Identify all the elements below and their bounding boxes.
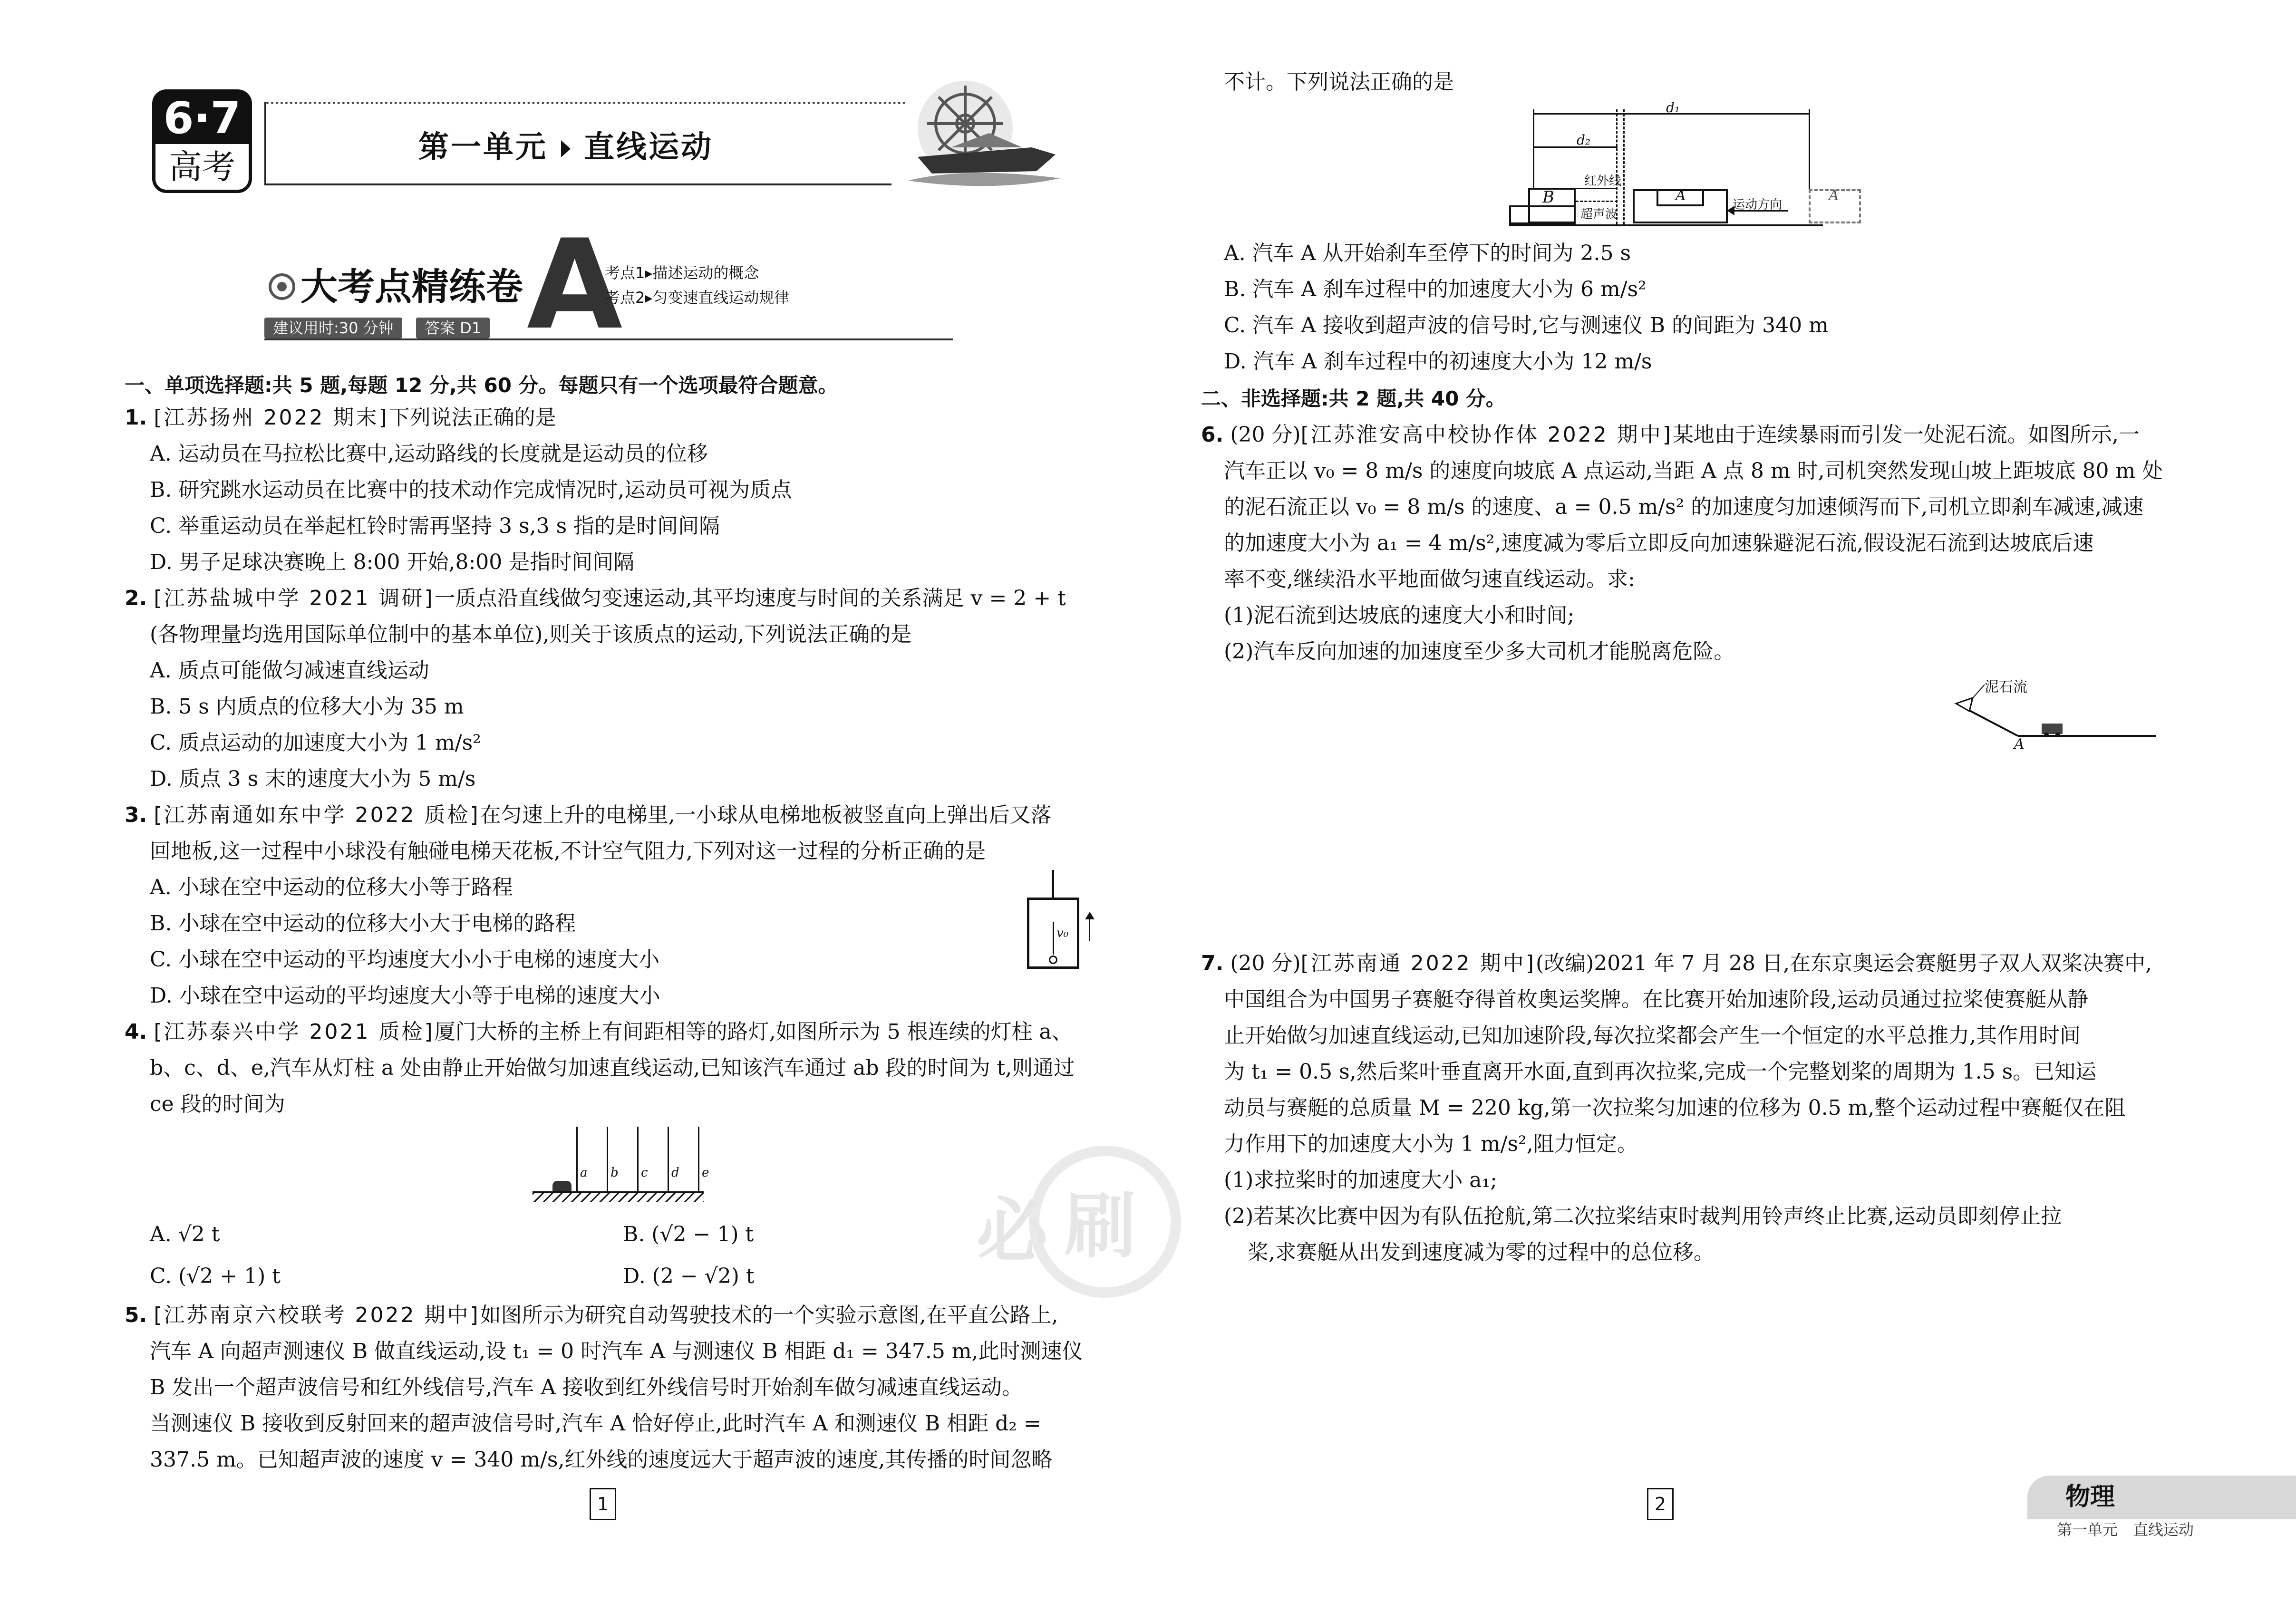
page-number: 1 [590, 1488, 616, 1520]
ultrasonic-figure [1509, 100, 1861, 233]
question-stem-cont: ce 段的时间为 [150, 1092, 285, 1116]
question-stem-cont: 动员与赛艇的总质量 M = 220 kg,第一次拉桨匀加速的位移为 0.5 m,整个运动过程中赛艇仅在阻 [1224, 1096, 2126, 1120]
answer-badge: 答案 D1 [416, 318, 490, 338]
option-a: A. 质点可能做匀减速直线运动 [150, 658, 429, 683]
question-stem-cont: 率不变,继续沿水平地面做匀速直线运动。求: [1224, 567, 1635, 591]
header-solid-rule [266, 183, 891, 185]
question-1 [125, 403, 556, 433]
option-d: D. (2 − √2) t [623, 1264, 755, 1288]
option-a: A. 汽车 A 从开始刹车至停下的时间为 2.5 s [1224, 241, 1631, 265]
watermark-logo [977, 1146, 1186, 1307]
distance-d2-label: d₂ [1577, 132, 1591, 148]
pole-label: b [610, 1166, 619, 1180]
question-stem-cont: 汽车 A 向超声测速仪 B 做直线运动,设 t₁ = 0 时汽车 A 与测速仪 B 相距 d₁ = 347.5 m,此时测速仪 [150, 1339, 1083, 1363]
unit-label: 第一单元 [418, 130, 548, 165]
pole-label: c [641, 1166, 648, 1180]
option-d: D. 小球在空中运动的平均速度大小等于电梯的速度大小 [150, 984, 660, 1008]
logo-text: 高考 [169, 147, 235, 186]
car-a-initial-label: A [1829, 187, 1839, 204]
right-page [977, 0, 2296, 1622]
sub-question-2: (2)汽车反向加速的加速度至少多大司机才能脱离危险。 [1224, 639, 1735, 664]
question-stem-cont: (各物理量均选用国际单位制中的基本单位),则关于该质点的运动,下列说法正确的是 [150, 622, 912, 647]
question-stem-cont: B 发出一个超声波信号和红外线信号,汽车 A 接收到红外线信号时开始刹车做匀减速直线运动。 [150, 1375, 1023, 1400]
question-number: 1. [125, 406, 147, 430]
question-stem: 在匀速上升的电梯里,一小球从电梯地板被竖直向上弹出后又落 [480, 803, 1052, 827]
option-a: A. 小球在空中运动的位移大小等于路程 [150, 875, 513, 899]
sub-question-1: (1)泥石流到达坡底的速度大小和时间; [1224, 603, 1575, 628]
question-number: 5. [125, 1303, 147, 1327]
option-a: A. 运动员在马拉松比赛中,运动路线的长度就是运动员的位移 [150, 442, 708, 466]
question-source: [江苏盐城中学 2021 调研] [154, 586, 435, 610]
car-icon [552, 1181, 572, 1191]
left-arrow-icon [1727, 206, 1734, 215]
question-source: [江苏南京六校联考 2022 期中] [154, 1303, 480, 1327]
question-5 [125, 1301, 1058, 1330]
question-source: [江苏南通 2022 期中] [1300, 951, 1536, 975]
speedboat-illustration [899, 76, 1070, 200]
question-source: [江苏扬州 2022 期末] [154, 406, 389, 430]
ultrasonic-label: 超声波 [1580, 207, 1618, 222]
logo-number: 6·7 [155, 93, 249, 144]
question-number: 4. [125, 1020, 147, 1044]
question-stem: (改编)2021 年 7 月 28 日,在东京奥运会赛艇男子双人双桨决赛中, [1535, 951, 2152, 975]
question-stem-cont: 中国组合为中国男子赛艇夺得首枚奥运奖牌。在比赛开始加速阶段,运动员通过拉桨使赛艇从静 [1224, 987, 2088, 1012]
question-3 [125, 801, 1052, 830]
header-vertical-rule [264, 102, 266, 185]
unit-heading [418, 123, 713, 166]
option-a: A. √2 t [150, 1222, 220, 1246]
question-stem: 一质点沿直线做匀变速运动,其平均速度与时间的关系满足 v = 2 + t [434, 586, 1066, 610]
footer-unit: 第一单元 直线运动 [2057, 1521, 2194, 1539]
question-stem-cont: 的加速度大小为 a₁ = 4 m/s²,速度减为零后立即反向加速躲避泥石流,假设泥石流到达坡底后速 [1224, 531, 2094, 555]
header-dotted-rule [266, 102, 906, 104]
lamp-posts-figure [533, 1127, 709, 1207]
option-b: B. 5 s 内质点的位移大小为 35 m [150, 695, 464, 719]
device-b-label: B [1542, 188, 1554, 207]
question-7 [1201, 949, 2152, 978]
watermark-char: 必 [977, 1190, 1048, 1273]
option-c: C. 汽车 A 接收到超声波的信号时,它与测速仪 B 的间距为 340 m [1224, 313, 1829, 338]
question-score: (20 分) [1230, 951, 1301, 975]
subject-tab [2027, 1476, 2296, 1519]
up-arrow-icon [1085, 912, 1095, 919]
paper-title-rule [264, 338, 953, 340]
question-stem-cont: 的泥石流正以 v₀ = 8 m/s 的速度、a = 0.5 m/s² 的加速度匀加速倾泻而下,司机立即刹车减速,减速 [1224, 495, 2144, 519]
sub-question-2-cont: 桨,求赛艇从出发到速度减为零的过程中的总位移。 [1248, 1240, 1715, 1265]
subject-label: 物理 [2065, 1483, 2115, 1511]
elevator-figure [1022, 870, 1098, 975]
option-d: D. 汽车 A 刹车过程中的初速度大小为 12 m/s [1224, 349, 1652, 374]
time-badge: 建议用时:30 分钟 [264, 318, 402, 338]
mudslide-label: 泥石流 [1985, 679, 2027, 695]
question-number: 2. [125, 586, 147, 610]
question-stem: 某地由于连续暴雨而引发一处泥石流。如图所示,一 [1672, 423, 2140, 447]
question-4 [125, 1017, 1073, 1047]
question-stem-cont: 当测速仪 B 接收到反射回来的超声波信号时,汽车 A 恰好停止,此时汽车 A 和测速仪 B 相距 d₂ = [150, 1411, 1041, 1436]
option-c: C. (√2 + 1) t [150, 1264, 281, 1288]
pole-label: d [671, 1166, 679, 1180]
option-b: B. 研究跳水运动员在比赛中的技术动作完成情况时,运动员可视为质点 [150, 478, 792, 502]
sub-question-2: (2)若某次比赛中因为有队伍抢航,第二次拉桨结束时裁判用铃声终止比赛,运动员即刻停止拉 [1224, 1204, 2062, 1228]
distance-d1-label: d₁ [1666, 100, 1680, 116]
paper-letter: A [527, 213, 623, 357]
knowledge-point-1: 考点1▸描述运动的概念 [605, 264, 759, 282]
question-stem-cont: 337.5 m。已知超声波的速度 v = 340 m/s,红外线的速度远大于超声波的速度,其传播的时间忽略 [150, 1448, 1053, 1472]
brand-logo [152, 89, 252, 193]
velocity-label: v₀ [1056, 926, 1069, 940]
option-c: C. 举重运动员在举起杠铃时需再坚持 3 s,3 s 指的是时间间隔 [150, 514, 720, 538]
question-stem: 厦门大桥的主桥上有间距相等的路灯,如图所示为 5 根连续的灯柱 a、 [434, 1020, 1073, 1044]
question-source: [江苏淮安高中校协作体 2022 期中] [1300, 423, 1673, 447]
question-number: 7. [1201, 951, 1224, 975]
knowledge-point-2: 考点2▸匀变速直线运动规律 [605, 289, 790, 307]
option-d: D. 质点 3 s 末的速度大小为 5 m/s [150, 767, 476, 791]
option-b: B. 汽车 A 刹车过程中的加速度大小为 6 m/s² [1224, 277, 1647, 301]
pole-label: a [580, 1166, 588, 1180]
question-stem: 下列说法正确的是 [388, 406, 556, 430]
pole-label: e [702, 1166, 709, 1180]
page-number: 2 [1647, 1488, 1674, 1520]
sub-question-1: (1)求拉桨时的加速度大小 a₁; [1224, 1168, 1498, 1192]
option-c: C. 质点运动的加速度大小为 1 m/s² [150, 731, 481, 755]
car-a-label: A [1676, 187, 1686, 204]
target-icon [269, 273, 295, 300]
question-2 [125, 584, 1066, 613]
option-b: B. 小球在空中运动的位移大小大于电梯的路程 [150, 911, 576, 936]
option-d: D. 男子足球决赛晚上 8:00 开始,8:00 是指时间间隔 [150, 550, 635, 574]
question-number: 6. [1201, 423, 1224, 447]
section-heading-1: 一、单项选择题:共 5 题,每题 12 分,共 60 分。每题只有一个选项最符合题意。 [125, 374, 838, 397]
arrow-icon [561, 140, 571, 157]
section-heading-2: 二、非选择题:共 2 题,共 40 分。 [1201, 387, 1506, 410]
paper-title: 大考点精练卷 [300, 266, 523, 309]
question-number: 3. [125, 803, 147, 827]
direction-label: 运动方向 [1733, 198, 1783, 212]
option-c: C. 小球在空中运动的平均速度大小小于电梯的速度大小 [150, 947, 660, 972]
question-source: [江苏泰兴中学 2021 质检] [154, 1020, 435, 1044]
option-b: B. (√2 − 1) t [623, 1222, 754, 1246]
infrared-label: 红外线 [1584, 174, 1622, 188]
question-6 [1201, 420, 2140, 450]
question-stem: 如图所示为研究自动驾驶技术的一个实验示意图,在平直公路上, [480, 1303, 1058, 1327]
question-stem-cont: 不计。下列说法正确的是 [1224, 70, 1454, 94]
point-a-label: A [2014, 736, 2025, 753]
question-stem-cont: b、c、d、e,汽车从灯柱 a 处由静止开始做匀加速直线运动,已知该汽车通过 ab 段的时间为 t,则通过 [150, 1056, 1075, 1080]
question-source: [江苏南通如东中学 2022 质检] [154, 803, 480, 827]
unit-title: 直线运动 [584, 130, 713, 165]
mudslide-figure [1947, 670, 2156, 756]
question-stem-cont: 力作用下的加速度大小为 1 m/s²,阻力恒定。 [1224, 1132, 1638, 1156]
question-score: (20 分) [1230, 423, 1301, 447]
question-stem-cont: 汽车正以 v₀ = 8 m/s 的速度向坡底 A 点运动,当距 A 点 8 m 时,司机突然发现山坡上距坡底 80 m 处 [1224, 459, 2163, 483]
watermark-char: 刷 [1065, 1185, 1136, 1268]
question-stem-cont: 回地板,这一过程中小球没有触碰电梯天花板,不计空气阻力,下列对这一过程的分析正确的是 [150, 839, 986, 863]
question-stem-cont: 为 t₁ = 0.5 s,然后桨叶垂直离开水面,直到再次拉桨,完成一个完整划桨的周期为 1.5 s。已知运 [1224, 1060, 2097, 1084]
question-stem-cont: 止开始做匀加速直线运动,已知加速阶段,每次拉桨都会产生一个恒定的水平总推力,其作用时间 [1224, 1023, 2081, 1048]
